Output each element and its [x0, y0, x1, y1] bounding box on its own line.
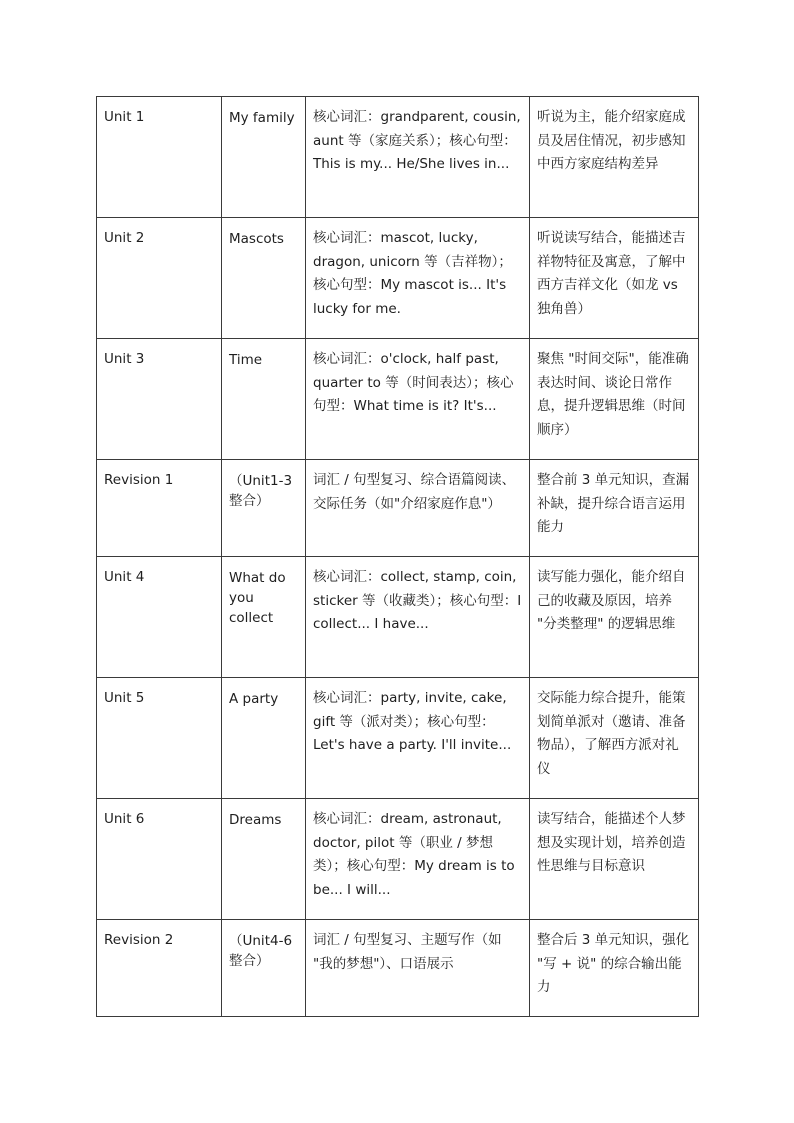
table-row	[97, 339, 699, 460]
goal-cell: 整合前 3 单元知识，查漏补缺，提升综合语言运用能力	[530, 460, 699, 557]
content-cell: 词汇 / 句型复习、综合语篇阅读、交际任务（如"介绍家庭作息"）	[306, 460, 530, 557]
table-row	[97, 799, 699, 920]
table-row	[97, 678, 699, 799]
table-row	[97, 218, 699, 339]
unit-cell: Unit 2	[97, 218, 222, 339]
unit-cell: Revision 2	[97, 920, 222, 1017]
theme-cell: A party	[222, 678, 306, 799]
content-cell: 核心词汇：grandparent, cousin, aunt 等（家庭关系）；核心句型：This is my... He/She lives in...	[306, 97, 530, 218]
unit-cell: Unit 6	[97, 799, 222, 920]
curriculum-table	[96, 96, 699, 1017]
theme-cell: Mascots	[222, 218, 306, 339]
goal-cell: 聚焦 "时间交际"，能准确表达时间、谈论日常作息，提升逻辑思维（时间顺序）	[530, 339, 699, 460]
goal-cell: 听说读写结合，能描述吉祥物特征及寓意，了解中西方吉祥文化（如龙 vs 独角兽）	[530, 218, 699, 339]
theme-cell: My family	[222, 97, 306, 218]
theme-cell: （Unit1-3 整合）	[222, 460, 306, 557]
goal-cell: 听说为主，能介绍家庭成员及居住情况，初步感知中西方家庭结构差异	[530, 97, 699, 218]
theme-cell: Dreams	[222, 799, 306, 920]
unit-cell: Revision 1	[97, 460, 222, 557]
content-cell: 核心词汇：party, invite, cake, gift 等（派对类）；核心句型：Let's have a party. I'll invite...	[306, 678, 530, 799]
table-row	[97, 460, 699, 557]
content-cell: 核心词汇：collect, stamp, coin, sticker 等（收藏类）；核心句型：I collect... I have...	[306, 557, 530, 678]
unit-cell: Unit 4	[97, 557, 222, 678]
table-row	[97, 97, 699, 218]
theme-cell: What do you collect	[222, 557, 306, 678]
content-cell: 核心词汇：mascot, lucky, dragon, unicorn 等（吉祥物）；核心句型：My mascot is... It's lucky for me.	[306, 218, 530, 339]
unit-cell: Unit 5	[97, 678, 222, 799]
goal-cell: 读写结合，能描述个人梦想及实现计划，培养创造性思维与目标意识	[530, 799, 699, 920]
content-cell: 词汇 / 句型复习、主题写作（如 "我的梦想"）、口语展示	[306, 920, 530, 1017]
unit-cell: Unit 1	[97, 97, 222, 218]
theme-cell: （Unit4-6 整合）	[222, 920, 306, 1017]
goal-cell: 交际能力综合提升，能策划简单派对（邀请、准备物品），了解西方派对礼仪	[530, 678, 699, 799]
goal-cell: 读写能力强化，能介绍自己的收藏及原因，培养 "分类整理" 的逻辑思维	[530, 557, 699, 678]
theme-cell: Time	[222, 339, 306, 460]
content-cell: 核心词汇：o'clock, half past, quarter to 等（时间表达）；核心句型：What time is it? It's...	[306, 339, 530, 460]
unit-cell: Unit 3	[97, 339, 222, 460]
content-cell: 核心词汇：dream, astronaut, doctor, pilot 等（职业 / 梦想类）；核心句型：My dream is to be... I will...	[306, 799, 530, 920]
table-row	[97, 557, 699, 678]
goal-cell: 整合后 3 单元知识，强化 "写 + 说" 的综合输出能力	[530, 920, 699, 1017]
table-row	[97, 920, 699, 1017]
